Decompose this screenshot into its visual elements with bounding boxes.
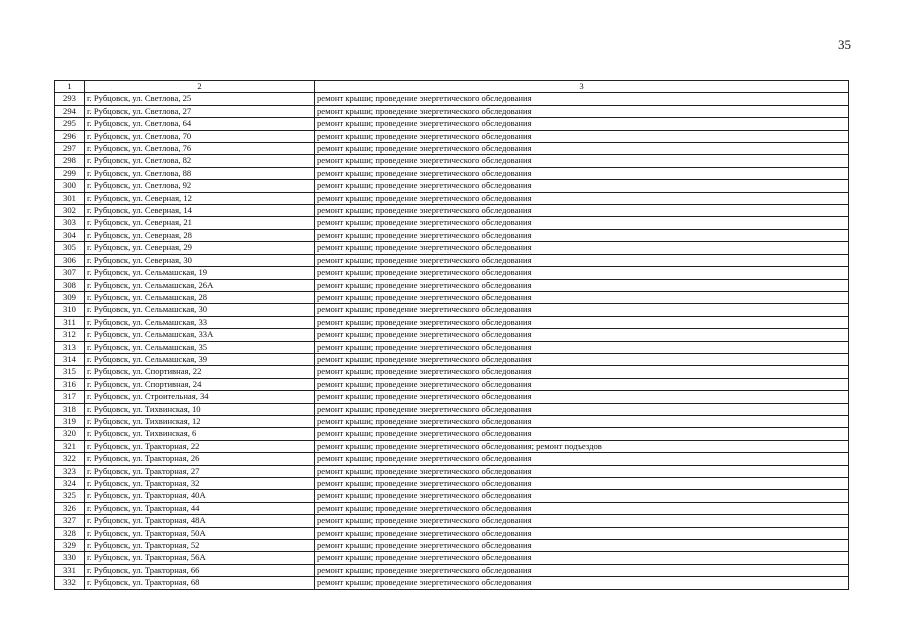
table-row (55, 242, 849, 254)
row-number-cell: 300 (55, 180, 85, 192)
works-cell: ремонт крыши; проведение энергетического обследования (315, 478, 849, 490)
address-cell: г. Рубцовск, ул. Спортивная, 22 (85, 366, 315, 378)
table-row (55, 440, 849, 452)
table-row (55, 515, 849, 527)
works-cell: ремонт крыши; проведение энергетического обследования (315, 515, 849, 527)
works-table (54, 80, 849, 590)
address-cell: г. Рубцовск, ул. Северная, 30 (85, 254, 315, 266)
table-row (55, 453, 849, 465)
page-number: 35 (838, 37, 851, 52)
address-cell: г. Рубцовск, ул. Светлова, 88 (85, 167, 315, 179)
table-row (55, 254, 849, 266)
table-row (55, 192, 849, 204)
works-cell: ремонт крыши; проведение энергетического обследования (315, 490, 849, 502)
table-row (55, 366, 849, 378)
address-cell: г. Рубцовск, ул. Сельмашская, 33 (85, 316, 315, 328)
table-row (55, 502, 849, 514)
address-cell: г. Рубцовск, ул. Светлова, 25 (85, 93, 315, 105)
row-number-cell: 307 (55, 267, 85, 279)
works-cell: ремонт крыши; проведение энергетического обследования (315, 341, 849, 353)
table-row (55, 130, 849, 142)
works-cell: ремонт крыши; проведение энергетического обследования (315, 577, 849, 589)
works-cell: ремонт крыши; проведение энергетического обследования (315, 217, 849, 229)
works-cell: ремонт крыши; проведение энергетического обследования (315, 105, 849, 117)
row-number-cell: 309 (55, 291, 85, 303)
works-cell: ремонт крыши; проведение энергетического обследования (315, 453, 849, 465)
row-number-cell: 332 (55, 577, 85, 589)
table-row (55, 291, 849, 303)
address-cell: г. Рубцовск, ул. Спортивная, 24 (85, 378, 315, 390)
table-row (55, 118, 849, 130)
works-cell: ремонт крыши; проведение энергетического обследования (315, 143, 849, 155)
address-cell: г. Рубцовск, ул. Тракторная, 48А (85, 515, 315, 527)
works-cell: ремонт крыши; проведение энергетического обследования (315, 229, 849, 241)
works-cell: ремонт крыши; проведение энергетического обследования (315, 329, 849, 341)
works-cell: ремонт крыши; проведение энергетического обследования (315, 552, 849, 564)
address-cell: г. Рубцовск, ул. Светлова, 76 (85, 143, 315, 155)
row-number-cell: 311 (55, 316, 85, 328)
row-number-cell: 325 (55, 490, 85, 502)
address-cell: г. Рубцовск, ул. Тракторная, 27 (85, 465, 315, 477)
works-cell: ремонт крыши; проведение энергетического обследования (315, 415, 849, 427)
header-cell-number: 1 (55, 81, 85, 93)
works-cell: ремонт крыши; проведение энергетического обследования (315, 391, 849, 403)
row-number-cell: 322 (55, 453, 85, 465)
row-number-cell: 296 (55, 130, 85, 142)
row-number-cell: 314 (55, 353, 85, 365)
header-cell-address: 2 (85, 81, 315, 93)
address-cell: г. Рубцовск, ул. Тихвинская, 12 (85, 415, 315, 427)
table-row (55, 304, 849, 316)
works-cell: ремонт крыши; проведение энергетического обследования (315, 130, 849, 142)
works-cell: ремонт крыши; проведение энергетического обследования (315, 353, 849, 365)
works-cell: ремонт крыши; проведение энергетического обследования; ремонт подъездов (315, 440, 849, 452)
works-cell: ремонт крыши; проведение энергетического обследования (315, 93, 849, 105)
table-row (55, 205, 849, 217)
address-cell: г. Рубцовск, ул. Тракторная, 26 (85, 453, 315, 465)
row-number-cell: 326 (55, 502, 85, 514)
row-number-cell: 299 (55, 167, 85, 179)
row-number-cell: 327 (55, 515, 85, 527)
address-cell: г. Рубцовск, ул. Сельмашская, 28 (85, 291, 315, 303)
table-row (55, 229, 849, 241)
table-row (55, 465, 849, 477)
address-cell: г. Рубцовск, ул. Светлова, 82 (85, 155, 315, 167)
table-row (55, 279, 849, 291)
table-row (55, 316, 849, 328)
table-row (55, 564, 849, 576)
address-cell: г. Рубцовск, ул. Тракторная, 68 (85, 577, 315, 589)
table-row (55, 353, 849, 365)
row-number-cell: 317 (55, 391, 85, 403)
row-number-cell: 304 (55, 229, 85, 241)
row-number-cell: 321 (55, 440, 85, 452)
works-cell: ремонт крыши; проведение энергетического обследования (315, 366, 849, 378)
table-row (55, 341, 849, 353)
table-row (55, 527, 849, 539)
row-number-cell: 293 (55, 93, 85, 105)
row-number-cell: 320 (55, 428, 85, 440)
address-cell: г. Рубцовск, ул. Светлова, 92 (85, 180, 315, 192)
row-number-cell: 308 (55, 279, 85, 291)
row-number-cell: 329 (55, 540, 85, 552)
table-row (55, 105, 849, 117)
row-number-cell: 315 (55, 366, 85, 378)
row-number-cell: 323 (55, 465, 85, 477)
works-cell: ремонт крыши; проведение энергетического обследования (315, 118, 849, 130)
works-cell: ремонт крыши; проведение энергетического обследования (315, 465, 849, 477)
table-row (55, 403, 849, 415)
works-cell: ремонт крыши; проведение энергетического обследования (315, 403, 849, 415)
table-row (55, 217, 849, 229)
row-number-cell: 297 (55, 143, 85, 155)
address-cell: г. Рубцовск, ул. Тихвинская, 10 (85, 403, 315, 415)
row-number-cell: 318 (55, 403, 85, 415)
works-cell: ремонт крыши; проведение энергетического обследования (315, 155, 849, 167)
address-cell: г. Рубцовск, ул. Сельмашская, 30 (85, 304, 315, 316)
table-row (55, 540, 849, 552)
address-cell: г. Рубцовск, ул. Сельмашская, 35 (85, 341, 315, 353)
address-cell: г. Рубцовск, ул. Северная, 28 (85, 229, 315, 241)
table-row (55, 415, 849, 427)
row-number-cell: 313 (55, 341, 85, 353)
table-header-row (55, 81, 849, 93)
table-row (55, 577, 849, 589)
works-cell: ремонт крыши; проведение энергетического обследования (315, 540, 849, 552)
address-cell: г. Рубцовск, ул. Светлова, 70 (85, 130, 315, 142)
works-cell: ремонт крыши; проведение энергетического обследования (315, 502, 849, 514)
address-cell: г. Рубцовск, ул. Северная, 12 (85, 192, 315, 204)
works-cell: ремонт крыши; проведение энергетического обследования (315, 527, 849, 539)
address-cell: г. Рубцовск, ул. Тракторная, 66 (85, 564, 315, 576)
row-number-cell: 330 (55, 552, 85, 564)
row-number-cell: 294 (55, 105, 85, 117)
address-cell: г. Рубцовск, ул. Тракторная, 32 (85, 478, 315, 490)
works-cell: ремонт крыши; проведение энергетического обследования (315, 167, 849, 179)
row-number-cell: 312 (55, 329, 85, 341)
table-row (55, 490, 849, 502)
works-cell: ремонт крыши; проведение энергетического обследования (315, 304, 849, 316)
address-cell: г. Рубцовск, ул. Светлова, 27 (85, 105, 315, 117)
table-row (55, 267, 849, 279)
address-cell: г. Рубцовск, ул. Сельмашская, 19 (85, 267, 315, 279)
works-cell: ремонт крыши; проведение энергетического обследования (315, 192, 849, 204)
row-number-cell: 301 (55, 192, 85, 204)
works-cell: ремонт крыши; проведение энергетического обследования (315, 254, 849, 266)
works-cell: ремонт крыши; проведение энергетического обследования (315, 291, 849, 303)
table-body (55, 81, 849, 590)
address-cell: г. Рубцовск, ул. Северная, 21 (85, 217, 315, 229)
address-cell: г. Рубцовск, ул. Строительная, 34 (85, 391, 315, 403)
row-number-cell: 310 (55, 304, 85, 316)
row-number-cell: 306 (55, 254, 85, 266)
works-cell: ремонт крыши; проведение энергетического обследования (315, 316, 849, 328)
row-number-cell: 324 (55, 478, 85, 490)
works-cell: ремонт крыши; проведение энергетического обследования (315, 205, 849, 217)
works-cell: ремонт крыши; проведение энергетического обследования (315, 242, 849, 254)
row-number-cell: 328 (55, 527, 85, 539)
address-cell: г. Рубцовск, ул. Тракторная, 22 (85, 440, 315, 452)
header-cell-works: 3 (315, 81, 849, 93)
works-cell: ремонт крыши; проведение энергетического обследования (315, 564, 849, 576)
table-row (55, 552, 849, 564)
works-cell: ремонт крыши; проведение энергетического обследования (315, 378, 849, 390)
table-row (55, 93, 849, 105)
address-cell: г. Рубцовск, ул. Тихвинская, 6 (85, 428, 315, 440)
row-number-cell: 295 (55, 118, 85, 130)
table-row (55, 167, 849, 179)
address-cell: г. Рубцовск, ул. Тракторная, 56А (85, 552, 315, 564)
table-row (55, 391, 849, 403)
table-row (55, 180, 849, 192)
table-row (55, 143, 849, 155)
row-number-cell: 303 (55, 217, 85, 229)
address-cell: г. Рубцовск, ул. Сельмашская, 26А (85, 279, 315, 291)
row-number-cell: 302 (55, 205, 85, 217)
works-cell: ремонт крыши; проведение энергетического обследования (315, 428, 849, 440)
works-cell: ремонт крыши; проведение энергетического обследования (315, 180, 849, 192)
row-number-cell: 331 (55, 564, 85, 576)
address-cell: г. Рубцовск, ул. Сельмашская, 33А (85, 329, 315, 341)
address-cell: г. Рубцовск, ул. Сельмашская, 39 (85, 353, 315, 365)
works-cell: ремонт крыши; проведение энергетического обследования (315, 279, 849, 291)
table-row (55, 428, 849, 440)
works-cell: ремонт крыши; проведение энергетического обследования (315, 267, 849, 279)
row-number-cell: 305 (55, 242, 85, 254)
table-row (55, 155, 849, 167)
address-cell: г. Рубцовск, ул. Тракторная, 44 (85, 502, 315, 514)
address-cell: г. Рубцовск, ул. Тракторная, 40А (85, 490, 315, 502)
address-cell: г. Рубцовск, ул. Северная, 14 (85, 205, 315, 217)
address-cell: г. Рубцовск, ул. Тракторная, 52 (85, 540, 315, 552)
row-number-cell: 319 (55, 415, 85, 427)
row-number-cell: 298 (55, 155, 85, 167)
address-cell: г. Рубцовск, ул. Тракторная, 50А (85, 527, 315, 539)
row-number-cell: 316 (55, 378, 85, 390)
address-cell: г. Рубцовск, ул. Северная, 29 (85, 242, 315, 254)
address-cell: г. Рубцовск, ул. Светлова, 64 (85, 118, 315, 130)
table-row (55, 478, 849, 490)
table-row (55, 378, 849, 390)
table-row (55, 329, 849, 341)
